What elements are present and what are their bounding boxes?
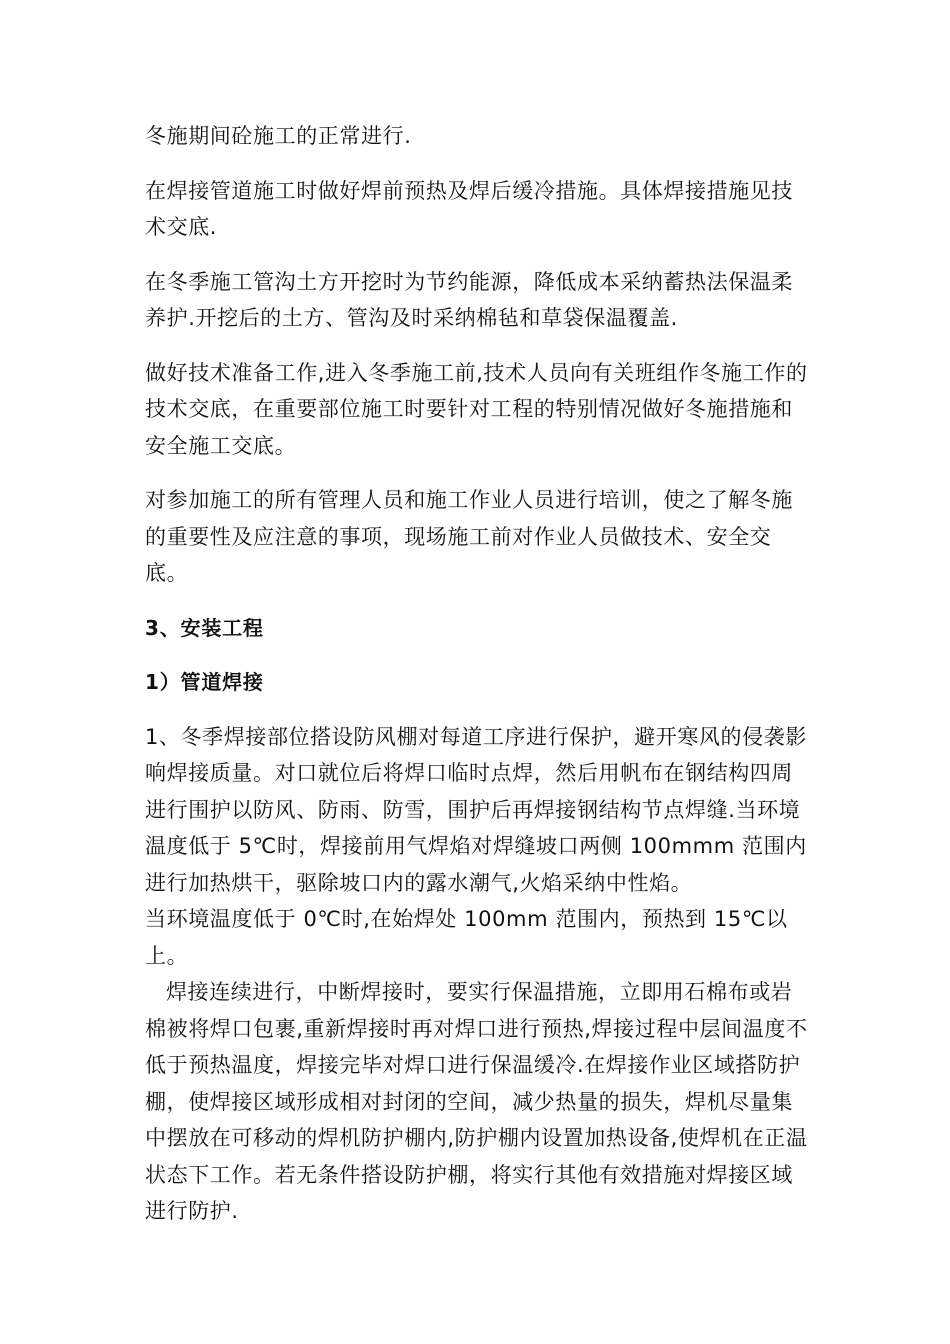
paragraph-pipe-welding-preheat: 在焊接管道施工时做好焊前预热及焊后缓冷措施。具体焊接措施见技术交底. <box>145 178 793 239</box>
paragraph-technical-preparation: 做好技术准备工作,进入冬季施工前,技术人员向有关班组作冬施工作的技术交底，在重要部位施工时要针对工程的特别情况做好冬施措施和安全施工交底。 <box>145 360 808 458</box>
subsection-heading-pipe-welding: 1）管道焊接 <box>145 670 264 694</box>
paragraph-continuous-welding: 焊接连续进行，中断焊接时，要实行保温措施，立即用石棉布或岩棉被将焊口包裹,重新焊接时再对焊口进行预热,焊接过程中层间温度不低于预热温度，焊接完毕对焊口进行保温缓冷.在焊接作业区域搭防护棚，使焊接区域形成相对封闭的空间，减少热量的损失，焊机尽量集中摆放在可移动的焊机防护棚内,防护棚内设置加热设备,使焊机在正温状态下工作。若无条件搭设防护棚，将实行其他有效措施对焊接区域进行防护. <box>145 980 808 1223</box>
section-heading-installation: 3、安装工程 <box>145 615 264 640</box>
document-body <box>145 118 810 1248</box>
paragraph-staff-training: 对参加施工的所有管理人员和施工作业人员进行培训，使之了解冬施的重要性及应注意的事项，现场施工前对作业人员做技术、安全交底。 <box>145 488 793 585</box>
paragraph-trench-excavation: 在冬季施工管沟土方开挖时为节约能源，降低成本采纳蓄热法保温柔养护.开挖后的土方、管沟及时采纳棉毡和草袋保温覆盖. <box>145 269 793 330</box>
paragraph-low-temperature-preheat: 当环境温度低于 0℃时,在始焊处 100mm 范围内，预热到 15℃以上。 <box>145 907 788 968</box>
paragraph-windbreak-shed: 1、冬季焊接部位搭设防风棚对每道工序进行保护，避开寒风的侵袭影响焊接质量。对口就位后将焊口临时点焊，然后用帆布在钢结构四周进行围护以防风、防雨、防雪，围护后再焊接钢结构节点焊缝.当环境温度低于 5℃时，焊接前用气焊焰对焊缝坡口两侧 100mmm 范围内进行加热烘干，驱除坡口内的露水潮气,火焰采纳中性焰。 <box>145 724 807 895</box>
paragraph-concrete-winter: 冬施期间砼施工的正常进行. <box>145 124 412 148</box>
